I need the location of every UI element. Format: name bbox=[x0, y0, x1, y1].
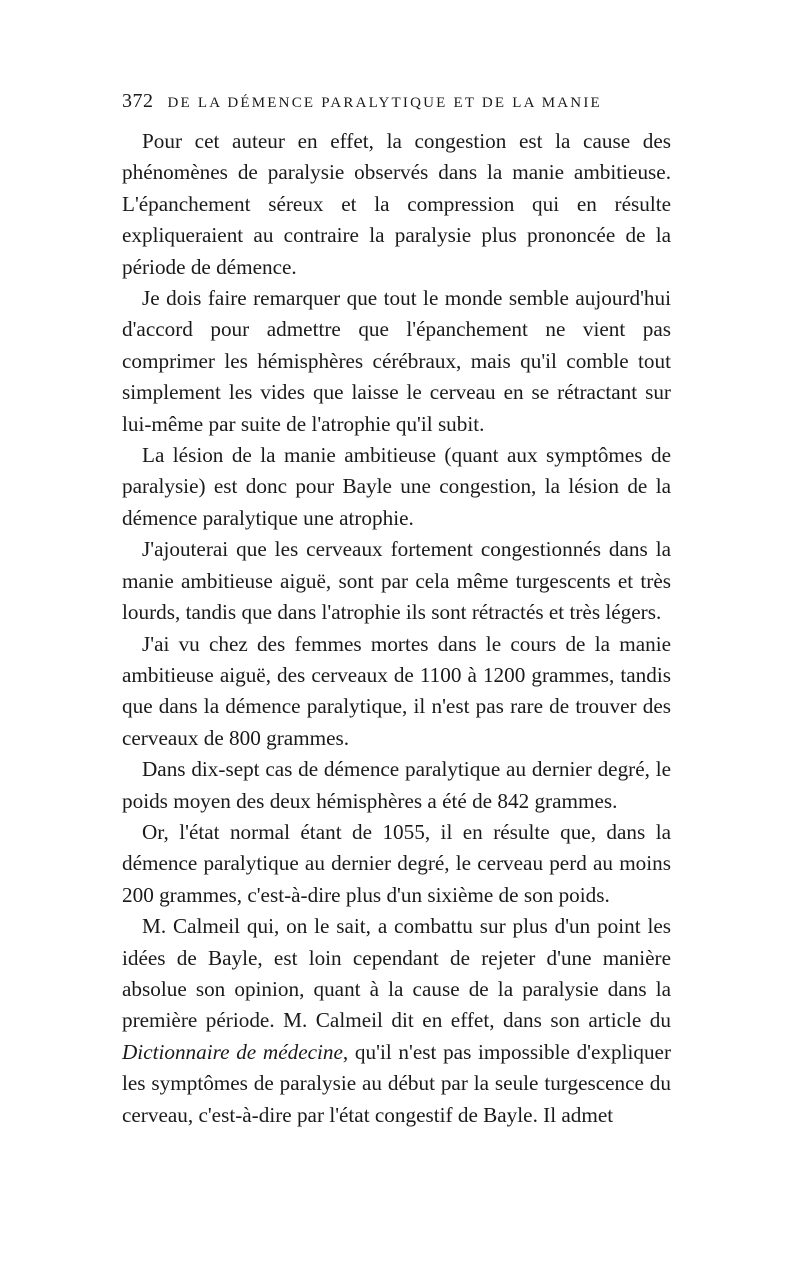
paragraph-cerveaux-congestionnes: J'ajouterai que les cerveaux fortement congestionnés dans la manie ambitieuse aiguë, sont par cela même turgescents et très lourds, tandis que dans l'atrophie ils sont rétractés et très légers. bbox=[122, 537, 671, 625]
calmeil-text-start: M. Calmeil qui, on le sait, a combattu sur plus d'un point les idées de Bayle, est loin cependant de rejeter d'une manière absolue son opinion, quant à la cause de la paralysie dans la première période. M. Calmeil dit en effet, dans son article du bbox=[122, 914, 671, 1033]
paragraph-congestion-cause: Pour cet auteur en effet, la congestion est la cause des phénomènes de paralysie observés dans la manie ambitieuse. L'épanchement séreux et la compression qui en résulte expliqueraient au contraire la paralysie plus prononcée de la période de démence. bbox=[122, 129, 671, 279]
paragraph-etat-normal: Or, l'état normal étant de 1055, il en résulte que, dans la démence paralytique au dernier degré, le cerveau perd au moins 200 grammes, c'est-à-dire plus d'un sixième de son poids. bbox=[122, 819, 671, 907]
paragraph-dix-sept-cas: Dans dix-sept cas de démence paralytique au dernier degré, le poids moyen des deux hémisphères a été de 842 grammes. bbox=[122, 757, 671, 813]
paragraph-poids-cerveaux: J'ai vu chez des femmes mortes dans le cours de la manie ambitieuse aiguë, des cerveaux de 1100 à 1200 grammes, tandis que dans la démence paralytique, il n'est pas rare de trouver des cerveaux de 800 grammes. bbox=[122, 631, 671, 750]
running-title: DE LA DÉMENCE PARALYTIQUE ET DE LA MANIE bbox=[167, 95, 602, 111]
calmeil-text-end: , qu'il n'est pas impossible d'expliquer les symptômes de paralysie au début par la seule turgescence du cerveau, c'est-à-dire par l'état congestif de Bayle. Il admet bbox=[122, 1039, 671, 1127]
paragraph-lesion: La lésion de la manie ambitieuse (quant aux symptômes de paralysie) est donc pour Bayle une congestion, la lésion de la démence paralytique une atrophie. bbox=[122, 443, 671, 530]
paragraph-epanchement: Je dois faire remarquer que tout le monde semble aujourd'hui d'accord pour admettre que l'épanchement ne vient pas comprimer les hémisphères cérébraux, mais qu'il comble tout simplement les vides que laisse le cerveau en se rétractant sur lui-même par suite de l'atrophie qu'il subit. bbox=[122, 286, 671, 436]
running-header bbox=[122, 90, 682, 120]
paragraph-calmeil bbox=[122, 911, 671, 1131]
page-number: 372 bbox=[122, 90, 154, 112]
dictionnaire-title: Dictionnaire de médecine bbox=[122, 1039, 343, 1064]
body-text bbox=[122, 126, 671, 1131]
